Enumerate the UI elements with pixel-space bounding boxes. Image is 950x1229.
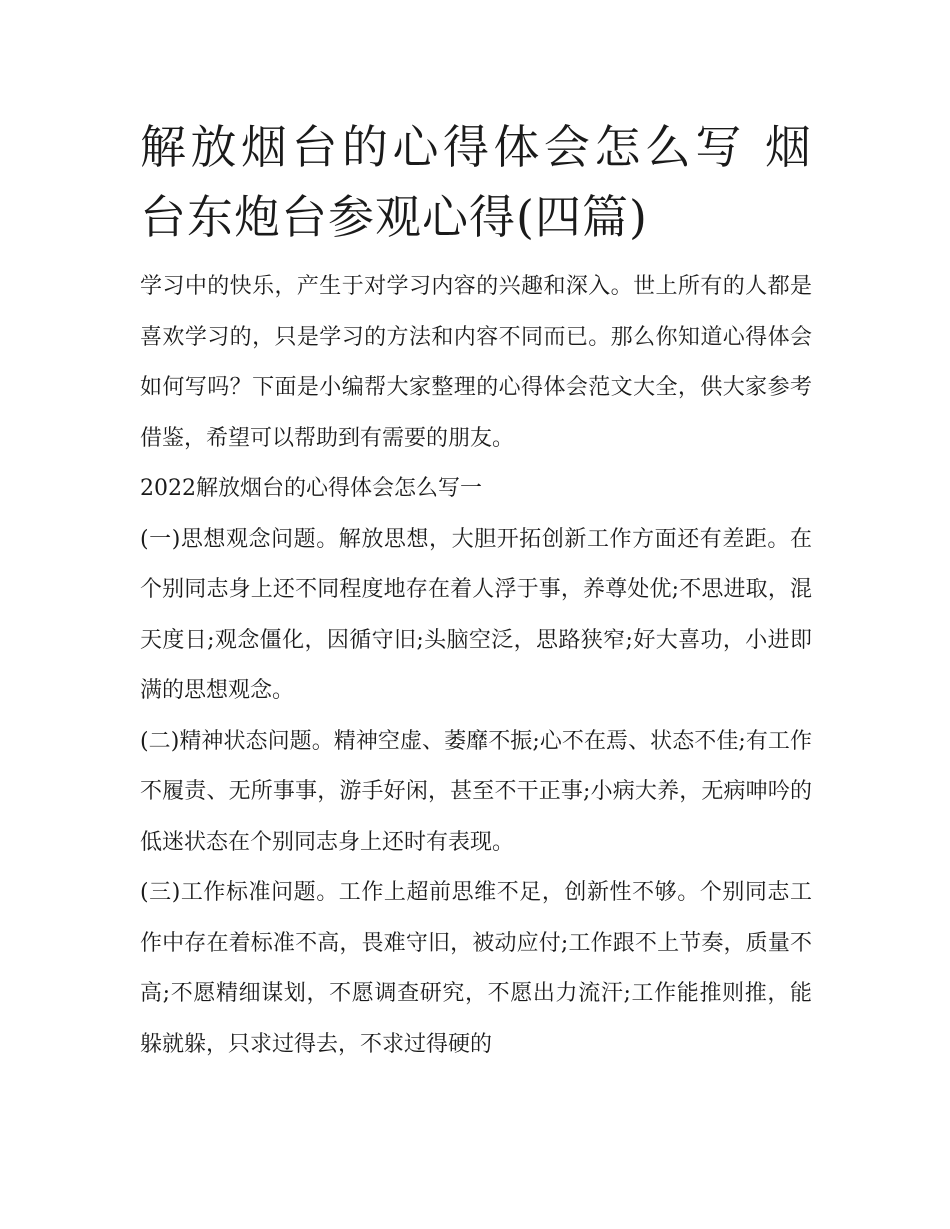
- intro-paragraph: 学习中的快乐，产生于对学习内容的兴趣和深入。世上所有的人都是喜欢学习的，只是学习的方法和内容不同而已。那么你知道心得体会如何写吗？下面是小编帮大家整理的心得体会范文大全，供大家参考借鉴，希望可以帮助到有需要的朋友。: [140, 274, 812, 451]
- body-paragraph-3: (三)工作标准问题。工作上超前思维不足，创新性不够。个别同志工作中存在着标准不高，畏难守旧，被动应付;工作跟不上节奏，质量不高;不愿精细谋划，不愿调查研究，不愿出力流汗;工作能推则推，能躲就躲，只求过得去，不求过得硬的: [140, 880, 812, 1057]
- section-heading: 2022解放烟台的心得体会怎么写一: [140, 476, 482, 501]
- document-page: [140, 112, 812, 1070]
- document-body: [140, 262, 812, 1070]
- body-paragraph-1: (一)思想观念问题。解放思想，大胆开拓创新工作方面还有差距。在个别同志身上还不同程度地存在着人浮于事，养尊处优;不思进取，混天度日;观念僵化，因循守旧;头脑空泛，思路狭窄;好大喜功，小进即满的思想观念。: [140, 526, 812, 703]
- body-paragraph-2: (二)精神状态问题。精神空虚、萎靡不振;心不在焉、状态不佳;有工作不履责、无所事事，游手好闲，甚至不干正事;小病大养，无病呻吟的低迷状态在个别同志身上还时有表现。: [140, 728, 812, 855]
- document-title: 解放烟台的心得体会怎么写 烟台东炮台参观心得(四篇): [140, 120, 812, 244]
